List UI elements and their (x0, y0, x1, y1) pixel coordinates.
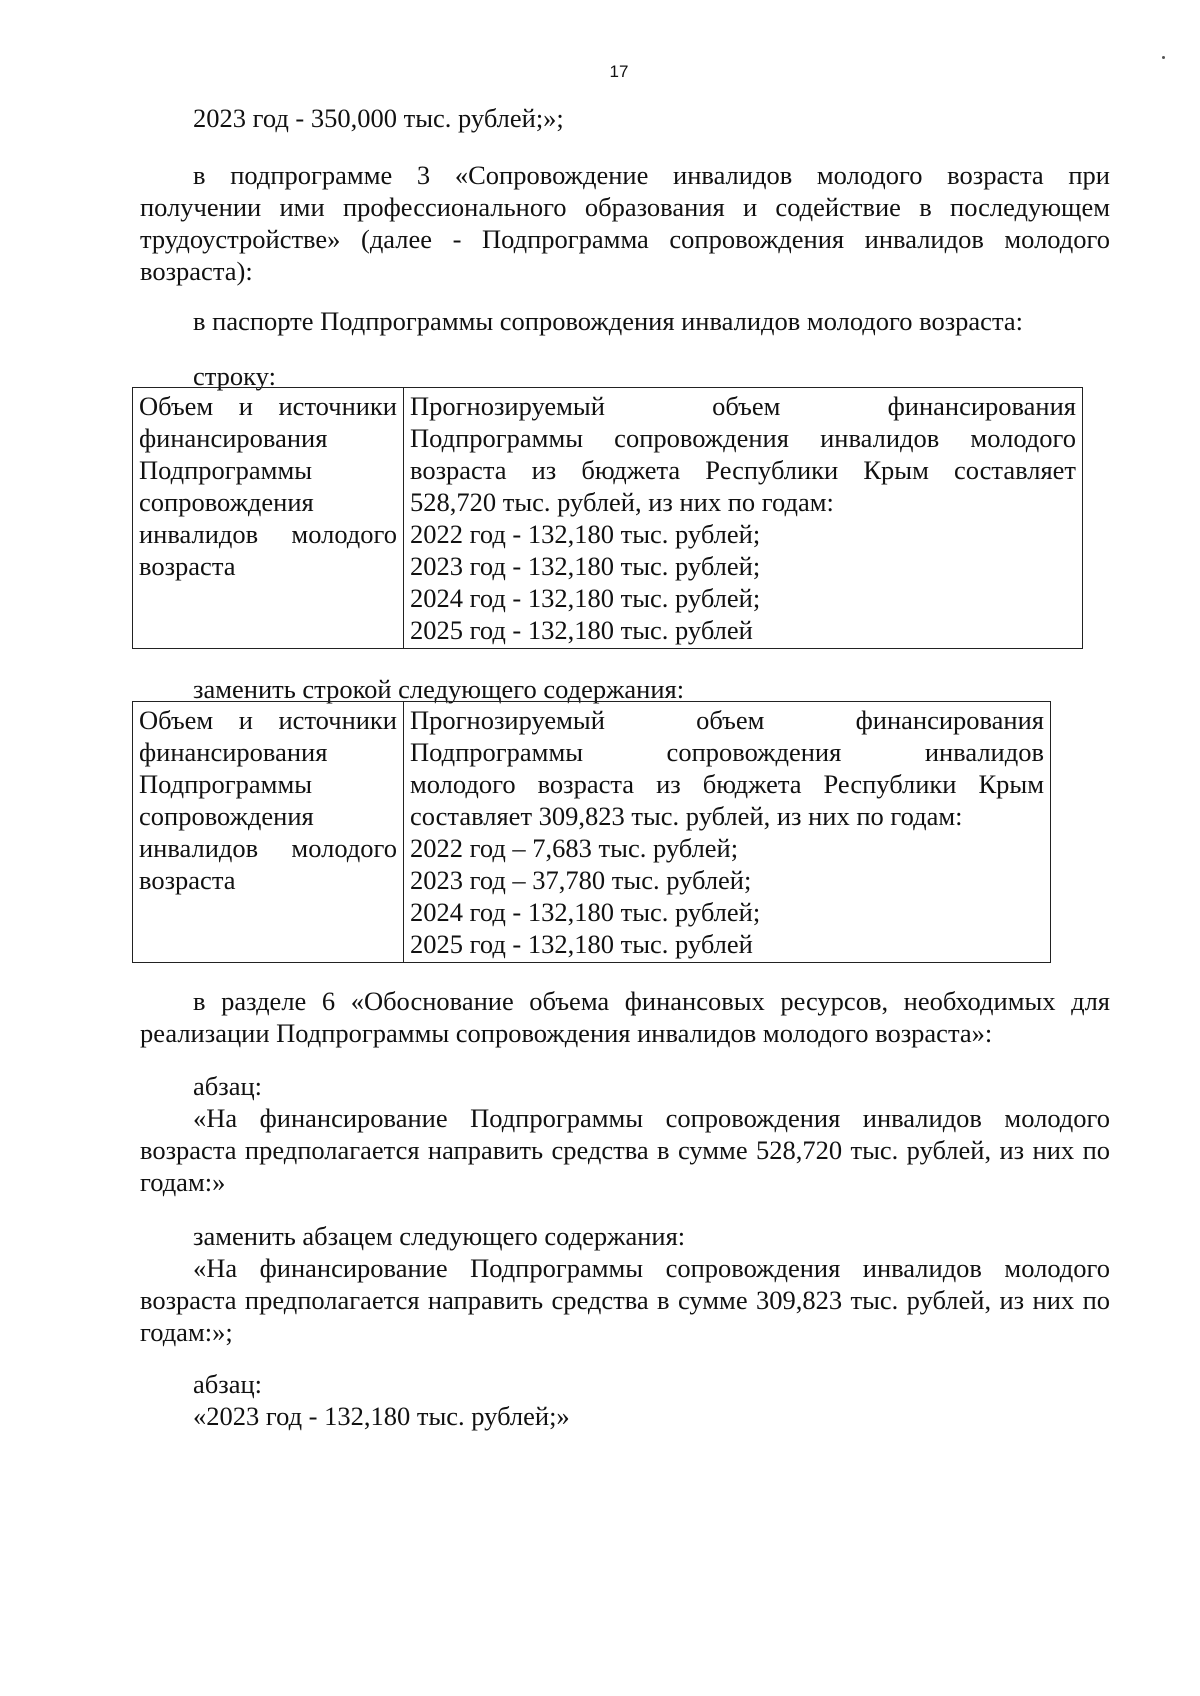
table-cell-content (404, 388, 1083, 649)
cell-line: 2024 год - 132,180 тыс. рублей; (410, 897, 761, 927)
paragraph-row-label: строку: (193, 361, 276, 391)
table-row (133, 702, 1051, 963)
cell-line: сопровождения (139, 487, 314, 517)
table-new-row (132, 701, 1051, 963)
cell-line: Подпрограммы сопровождения инвалидов (410, 737, 1044, 767)
table-cell-content (404, 702, 1051, 963)
cell-line: Прогнозируемый объем финансирования (410, 705, 1044, 735)
cell-line: возраста (139, 551, 236, 581)
paragraph-replace-row: заменить строкой следующего содержания: (193, 674, 685, 704)
cell-line: составляет 309,823 тыс. рублей, из них по годам: (410, 801, 963, 831)
cell-line: возраста (139, 865, 236, 895)
scan-speck (1162, 56, 1165, 59)
paragraph-abzac-label-2: абзац: (193, 1369, 263, 1399)
cell-line: 2025 год - 132,180 тыс. рублей (410, 615, 753, 645)
table-row (133, 388, 1083, 649)
cell-line: молодого возраста из бюджета Республики Крым (410, 769, 1044, 799)
cell-line: инвалидов молодого (139, 833, 397, 863)
cell-line: Подпрограммы сопровождения инвалидов молодого (410, 423, 1076, 453)
paragraph-subprogram-3: в подпрограмме 3 «Сопровождение инвалидов молодого возраста при получении ими профессионального образования и содействие в последующем трудоустройстве» (далее - Подпрограмма сопровождения инвалидов молодого возраста): (140, 160, 1110, 286)
cell-line: 2024 год - 132,180 тыс. рублей; (410, 583, 761, 613)
cell-line: Объем и источники (139, 705, 397, 735)
paragraph-new-abzac: «На финансирование Подпрограммы сопровождения инвалидов молодого возраста предполагается направить средства в сумме 309,823 тыс. рублей, из них по годам:»; (140, 1253, 1110, 1347)
paragraph-2023-quote: «2023 год - 132,180 тыс. рублей;» (193, 1401, 570, 1431)
paragraph-section-6: в разделе 6 «Обоснование объема финансовых ресурсов, необходимых для реализации Подпрограммы сопровождения инвалидов молодого возраста»: (140, 986, 1110, 1048)
cell-line: Прогнозируемый объем финансирования (410, 391, 1076, 421)
cell-line: финансирования (139, 737, 328, 767)
cell-line: 528,720 тыс. рублей, из них по годам: (410, 487, 834, 517)
cell-line: Подпрограммы (139, 769, 313, 799)
paragraph-abzac-label-1: абзац: (193, 1071, 263, 1101)
paragraph-2023-total: 2023 год - 350,000 тыс. рублей;»; (193, 103, 564, 133)
cell-line: Подпрограммы (139, 455, 313, 485)
cell-line: инвалидов молодого (139, 519, 397, 549)
page-number: 17 (609, 62, 629, 81)
paragraph-replace-abzac: заменить абзацем следующего содержания: (193, 1221, 686, 1251)
cell-line: 2025 год - 132,180 тыс. рублей (410, 929, 753, 959)
cell-line: 2022 год - 132,180 тыс. рублей; (410, 519, 761, 549)
cell-line: возраста из бюджета Республики Крым составляет (410, 455, 1076, 485)
table-cell-label (133, 702, 404, 963)
cell-line: 2023 год - 132,180 тыс. рублей; (410, 551, 761, 581)
cell-line: финансирования (139, 423, 328, 453)
cell-line: 2023 год – 37,780 тыс. рублей; (410, 865, 752, 895)
cell-line: сопровождения (139, 801, 314, 831)
paragraph-passport: в паспорте Подпрограммы сопровождения инвалидов молодого возраста: (193, 306, 1023, 336)
table-old-row (132, 387, 1083, 649)
cell-line: Объем и источники (139, 391, 397, 421)
table-cell-label (133, 388, 404, 649)
paragraph-old-abzac: «На финансирование Подпрограммы сопровождения инвалидов молодого возраста предполагается направить средства в сумме 528,720 тыс. рублей, из них по годам:» (140, 1103, 1110, 1197)
cell-line: 2022 год – 7,683 тыс. рублей; (410, 833, 739, 863)
